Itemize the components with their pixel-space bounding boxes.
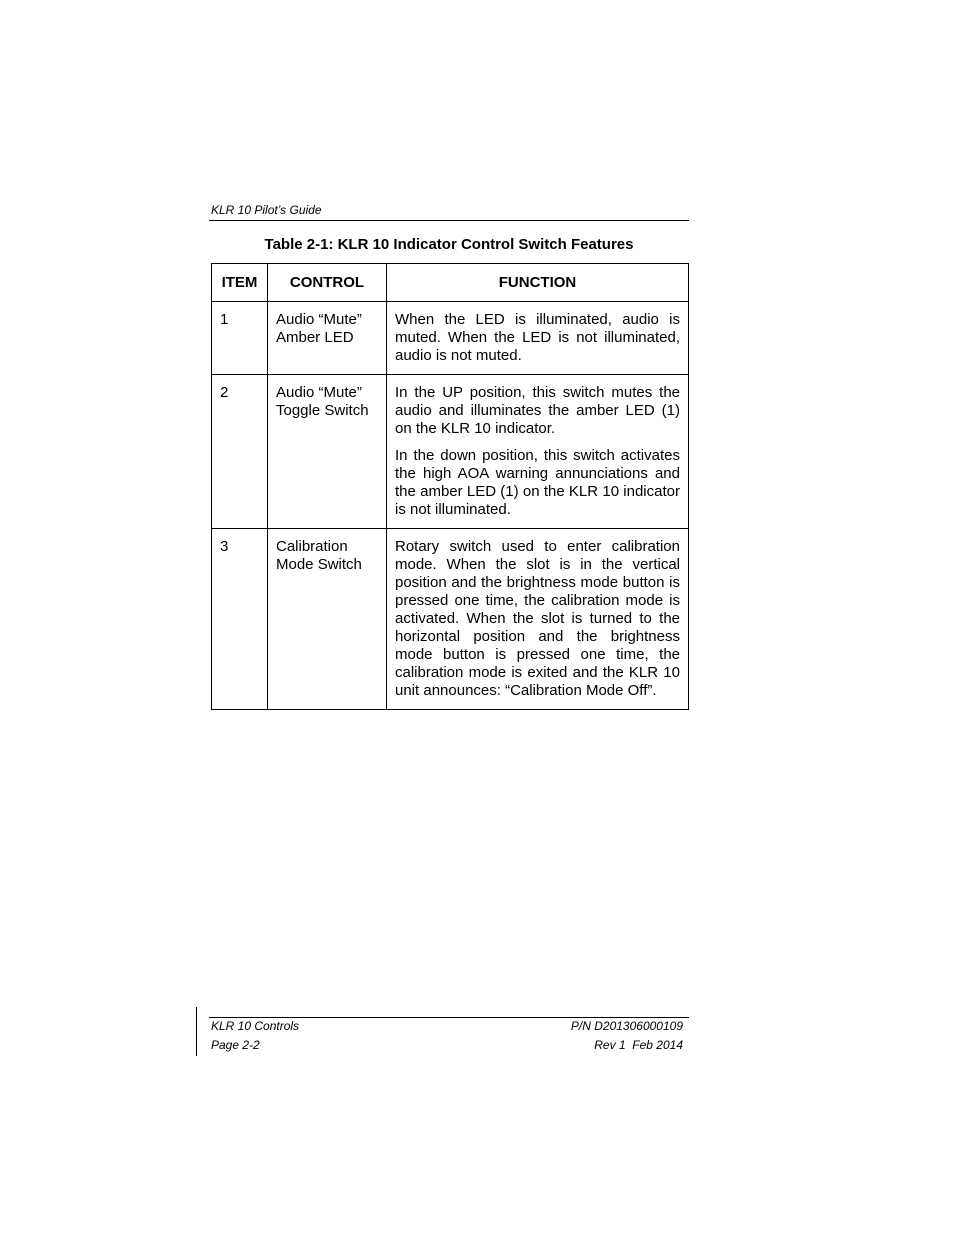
control-line: Toggle Switch bbox=[276, 402, 369, 419]
item-number: 1 bbox=[212, 302, 268, 375]
table-row bbox=[212, 302, 689, 375]
function-paragraph: Rotary switch used to enter calibration mode. When the slot is in the vertical position and the brightness mode button is pressed one time, the calibration mode is activated. When the slot is turned to the horizontal position and the brightness mode button is pressed one time, the calibration mode is exited and the KLR 10 unit announces: “Calibration Mode Off”. bbox=[395, 538, 680, 699]
item-number: 3 bbox=[212, 529, 268, 710]
control-name bbox=[268, 375, 387, 529]
running-header: KLR 10 Pilot’s Guide bbox=[211, 203, 322, 217]
control-line: Audio “Mute” bbox=[276, 384, 362, 401]
table-row bbox=[212, 375, 689, 529]
function-description bbox=[387, 529, 689, 710]
control-line: Mode Switch bbox=[276, 556, 362, 573]
function-paragraph: In the down position, this switch activates the high AOA warning annunciations and the amber LED (1) on the KLR 10 indicator is not illuminated. bbox=[395, 447, 680, 518]
function-description bbox=[387, 302, 689, 375]
control-line: Calibration bbox=[276, 538, 348, 555]
header-rule bbox=[209, 220, 689, 221]
control-line: Audio “Mute” bbox=[276, 311, 362, 328]
features-table bbox=[211, 263, 689, 710]
footer-part-number: P/N D201306000109 bbox=[570, 1019, 683, 1033]
control-name bbox=[268, 529, 387, 710]
footer-page-number: Page 2-2 bbox=[211, 1038, 260, 1052]
item-number: 2 bbox=[212, 375, 268, 529]
function-paragraph: When the LED is illuminated, audio is muted. When the LED is not illuminated, audio is not muted. bbox=[395, 311, 680, 364]
table-caption: Table 2-1: KLR 10 Indicator Control Switch Features bbox=[264, 236, 634, 253]
control-name bbox=[268, 302, 387, 375]
footer-revision: Rev 1 Feb 2014 bbox=[594, 1038, 683, 1052]
table-header-row bbox=[212, 264, 689, 302]
change-bar bbox=[196, 1007, 197, 1056]
column-header-function: FUNCTION bbox=[387, 264, 689, 302]
function-description bbox=[387, 375, 689, 529]
footer-section: KLR 10 Controls bbox=[211, 1019, 300, 1033]
table-row bbox=[212, 529, 689, 710]
function-paragraph: In the UP position, this switch mutes the audio and illuminates the amber LED (1) on the KLR 10 indicator. bbox=[395, 384, 680, 437]
control-line: Amber LED bbox=[276, 329, 354, 346]
column-header-control: CONTROL bbox=[268, 264, 387, 302]
column-header-item: ITEM bbox=[212, 264, 268, 302]
footer-rule bbox=[209, 1017, 689, 1018]
